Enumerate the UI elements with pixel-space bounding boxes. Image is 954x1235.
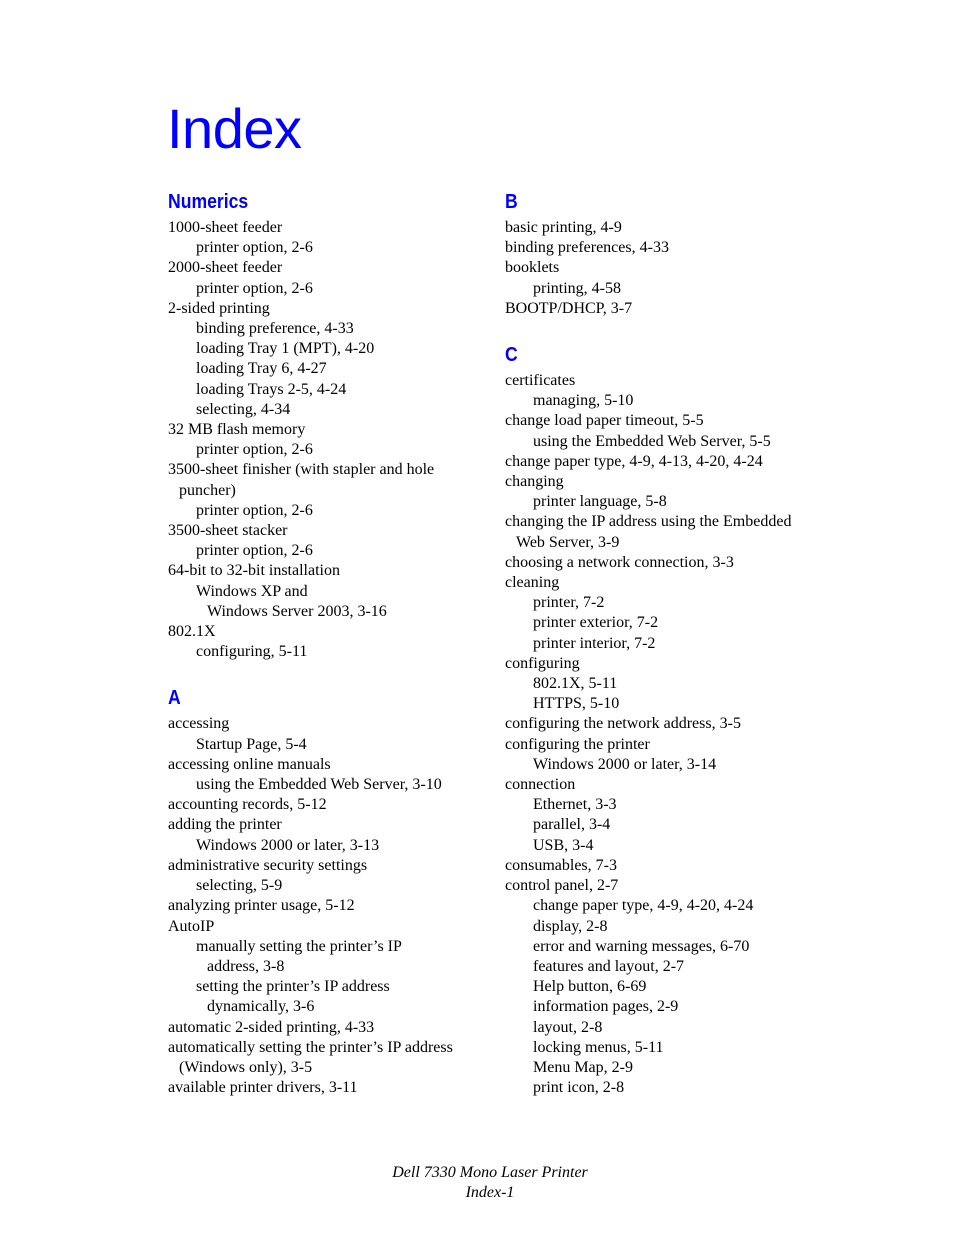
index-entry: AutoIP bbox=[168, 917, 215, 935]
index-subentry: Windows XP and bbox=[196, 582, 308, 600]
footer-product-name: Dell 7330 Mono Laser Printer bbox=[392, 1164, 588, 1181]
index-subentry: Help button, 6-69 bbox=[533, 978, 647, 996]
index-subentry: printer option, 2-6 bbox=[196, 441, 313, 459]
index-entry: choosing a network connection, 3-3 bbox=[505, 553, 734, 571]
index-subentry: setting the printer’s IP address bbox=[196, 978, 390, 996]
index-subentry: print icon, 2-8 bbox=[533, 1079, 625, 1097]
index-subentry: printer language, 5-8 bbox=[533, 493, 667, 511]
index-section bbox=[168, 682, 488, 1098]
index-entry: adding the printer bbox=[168, 816, 282, 834]
section-heading: B bbox=[505, 191, 518, 213]
index-entry-continuation: Web Server, 3-9 bbox=[516, 533, 620, 551]
index-subentry: Windows 2000 or later, 3-14 bbox=[533, 755, 717, 773]
index-subentry: loading Trays 2-5, 4-24 bbox=[196, 380, 347, 398]
section-heading: A bbox=[168, 687, 181, 710]
index-entry: consumables, 7-3 bbox=[505, 856, 617, 874]
index-entry: cleaning bbox=[505, 574, 560, 592]
index-entry: accessing bbox=[168, 715, 230, 733]
index-subentry: printer interior, 7-2 bbox=[533, 634, 656, 652]
index-subentry: printer option, 2-6 bbox=[196, 501, 313, 519]
index-subentry: information pages, 2-9 bbox=[533, 998, 679, 1016]
index-subentry: features and layout, 2-7 bbox=[533, 957, 685, 975]
index-entry: available printer drivers, 3-11 bbox=[168, 1079, 358, 1097]
index-subentry: printer option, 2-6 bbox=[196, 239, 313, 257]
index-entry: 1000-sheet feeder bbox=[168, 219, 283, 236]
index-subentry: printer exterior, 7-2 bbox=[533, 614, 659, 632]
index-entry: binding preferences, 4-33 bbox=[505, 239, 669, 257]
index-entry: change load paper timeout, 5-5 bbox=[505, 412, 704, 430]
index-subentry: printer option, 2-6 bbox=[196, 279, 313, 297]
index-entry-continuation: (Windows only), 3-5 bbox=[179, 1058, 313, 1076]
index-entry: accessing online manuals bbox=[168, 755, 331, 773]
index-entry: 2000-sheet feeder bbox=[168, 259, 283, 277]
index-entry: 2-sided printing bbox=[168, 299, 270, 317]
index-subentry: selecting, 4-34 bbox=[196, 400, 291, 418]
index-subentry: printer option, 2-6 bbox=[196, 542, 313, 560]
index-entry: basic printing, 4-9 bbox=[505, 219, 622, 236]
index-subentry: loading Tray 1 (MPT), 4-20 bbox=[196, 340, 375, 358]
index-subentry: using the Embedded Web Server, 3-10 bbox=[196, 776, 442, 794]
index-subentry: error and warning messages, 6-70 bbox=[533, 937, 750, 955]
index-entry: changing the IP address using the Embedded bbox=[505, 513, 792, 531]
index-subentry: managing, 5-10 bbox=[533, 392, 634, 410]
index-entry: 3500-sheet finisher (with stapler and hole bbox=[168, 461, 435, 479]
index-entry: automatically setting the printer’s IP address bbox=[168, 1038, 453, 1056]
index-section bbox=[505, 186, 835, 319]
index-column-right bbox=[505, 186, 835, 1098]
index-entry: control panel, 2-7 bbox=[505, 877, 619, 895]
index-entry: certificates bbox=[505, 372, 576, 390]
index-entry: configuring bbox=[505, 654, 580, 672]
index-section bbox=[168, 186, 488, 662]
index-entry-continuation: dynamically, 3-6 bbox=[207, 998, 315, 1016]
index-subentry: selecting, 5-9 bbox=[196, 877, 283, 895]
index-entry: change paper type, 4-9, 4-13, 4-20, 4-24 bbox=[505, 452, 763, 470]
section-heading: C bbox=[505, 344, 518, 367]
index-subentry: configuring, 5-11 bbox=[196, 643, 308, 661]
index-entry: booklets bbox=[505, 259, 560, 277]
index-entry: connection bbox=[505, 776, 576, 794]
index-subentry: HTTPS, 5-10 bbox=[533, 695, 620, 713]
page-footer bbox=[0, 1163, 954, 1203]
index-entry: configuring the network address, 3-5 bbox=[505, 715, 741, 733]
index-subentry: display, 2-8 bbox=[533, 917, 608, 935]
index-subentry: Menu Map, 2-9 bbox=[533, 1058, 633, 1076]
index-subentry: printer, 7-2 bbox=[533, 594, 605, 612]
index-subentry: Windows 2000 or later, 3-13 bbox=[196, 836, 380, 854]
index-entry: analyzing printer usage, 5-12 bbox=[168, 897, 355, 915]
index-subentry: change paper type, 4-9, 4-20, 4-24 bbox=[533, 897, 754, 915]
index-section bbox=[505, 339, 835, 1098]
index-subentry: printing, 4-58 bbox=[533, 279, 621, 297]
index-subentry: loading Tray 6, 4-27 bbox=[196, 360, 327, 378]
index-entry: 802.1X bbox=[168, 623, 216, 641]
index-subentry: parallel, 3-4 bbox=[533, 816, 611, 834]
index-subentry: Ethernet, 3-3 bbox=[533, 796, 617, 814]
index-entry: configuring the printer bbox=[505, 735, 650, 753]
index-entry: 32 MB flash memory bbox=[168, 421, 306, 439]
page-title: Index bbox=[167, 97, 302, 160]
index-entry: automatic 2-sided printing, 4-33 bbox=[168, 1018, 375, 1036]
index-column-left bbox=[168, 186, 488, 1098]
section-heading: Numerics bbox=[168, 191, 249, 213]
footer-page-number: Index-1 bbox=[465, 1184, 515, 1201]
index-subentry: layout, 2-8 bbox=[533, 1018, 603, 1036]
index-subentry: USB, 3-4 bbox=[533, 836, 594, 854]
index-entry-continuation: puncher) bbox=[179, 481, 236, 499]
index-subentry: binding preference, 4-33 bbox=[196, 320, 354, 338]
index-entry: 64-bit to 32-bit installation bbox=[168, 562, 340, 580]
index-entry-continuation: address, 3-8 bbox=[207, 957, 285, 975]
index-subentry: manually setting the printer’s IP bbox=[196, 937, 402, 955]
index-entry-continuation: Windows Server 2003, 3-16 bbox=[207, 602, 387, 620]
index-entry: BOOTP/DHCP, 3-7 bbox=[505, 299, 633, 317]
index-entry: accounting records, 5-12 bbox=[168, 796, 327, 814]
index-entry: 3500-sheet stacker bbox=[168, 522, 288, 540]
index-subentry: Startup Page, 5-4 bbox=[196, 735, 307, 753]
index-subentry: locking menus, 5-11 bbox=[533, 1038, 664, 1056]
index-entry: changing bbox=[505, 473, 564, 491]
index-subentry: 802.1X, 5-11 bbox=[533, 675, 618, 693]
index-subentry: using the Embedded Web Server, 5-5 bbox=[533, 432, 771, 450]
index-entry: administrative security settings bbox=[168, 856, 368, 874]
